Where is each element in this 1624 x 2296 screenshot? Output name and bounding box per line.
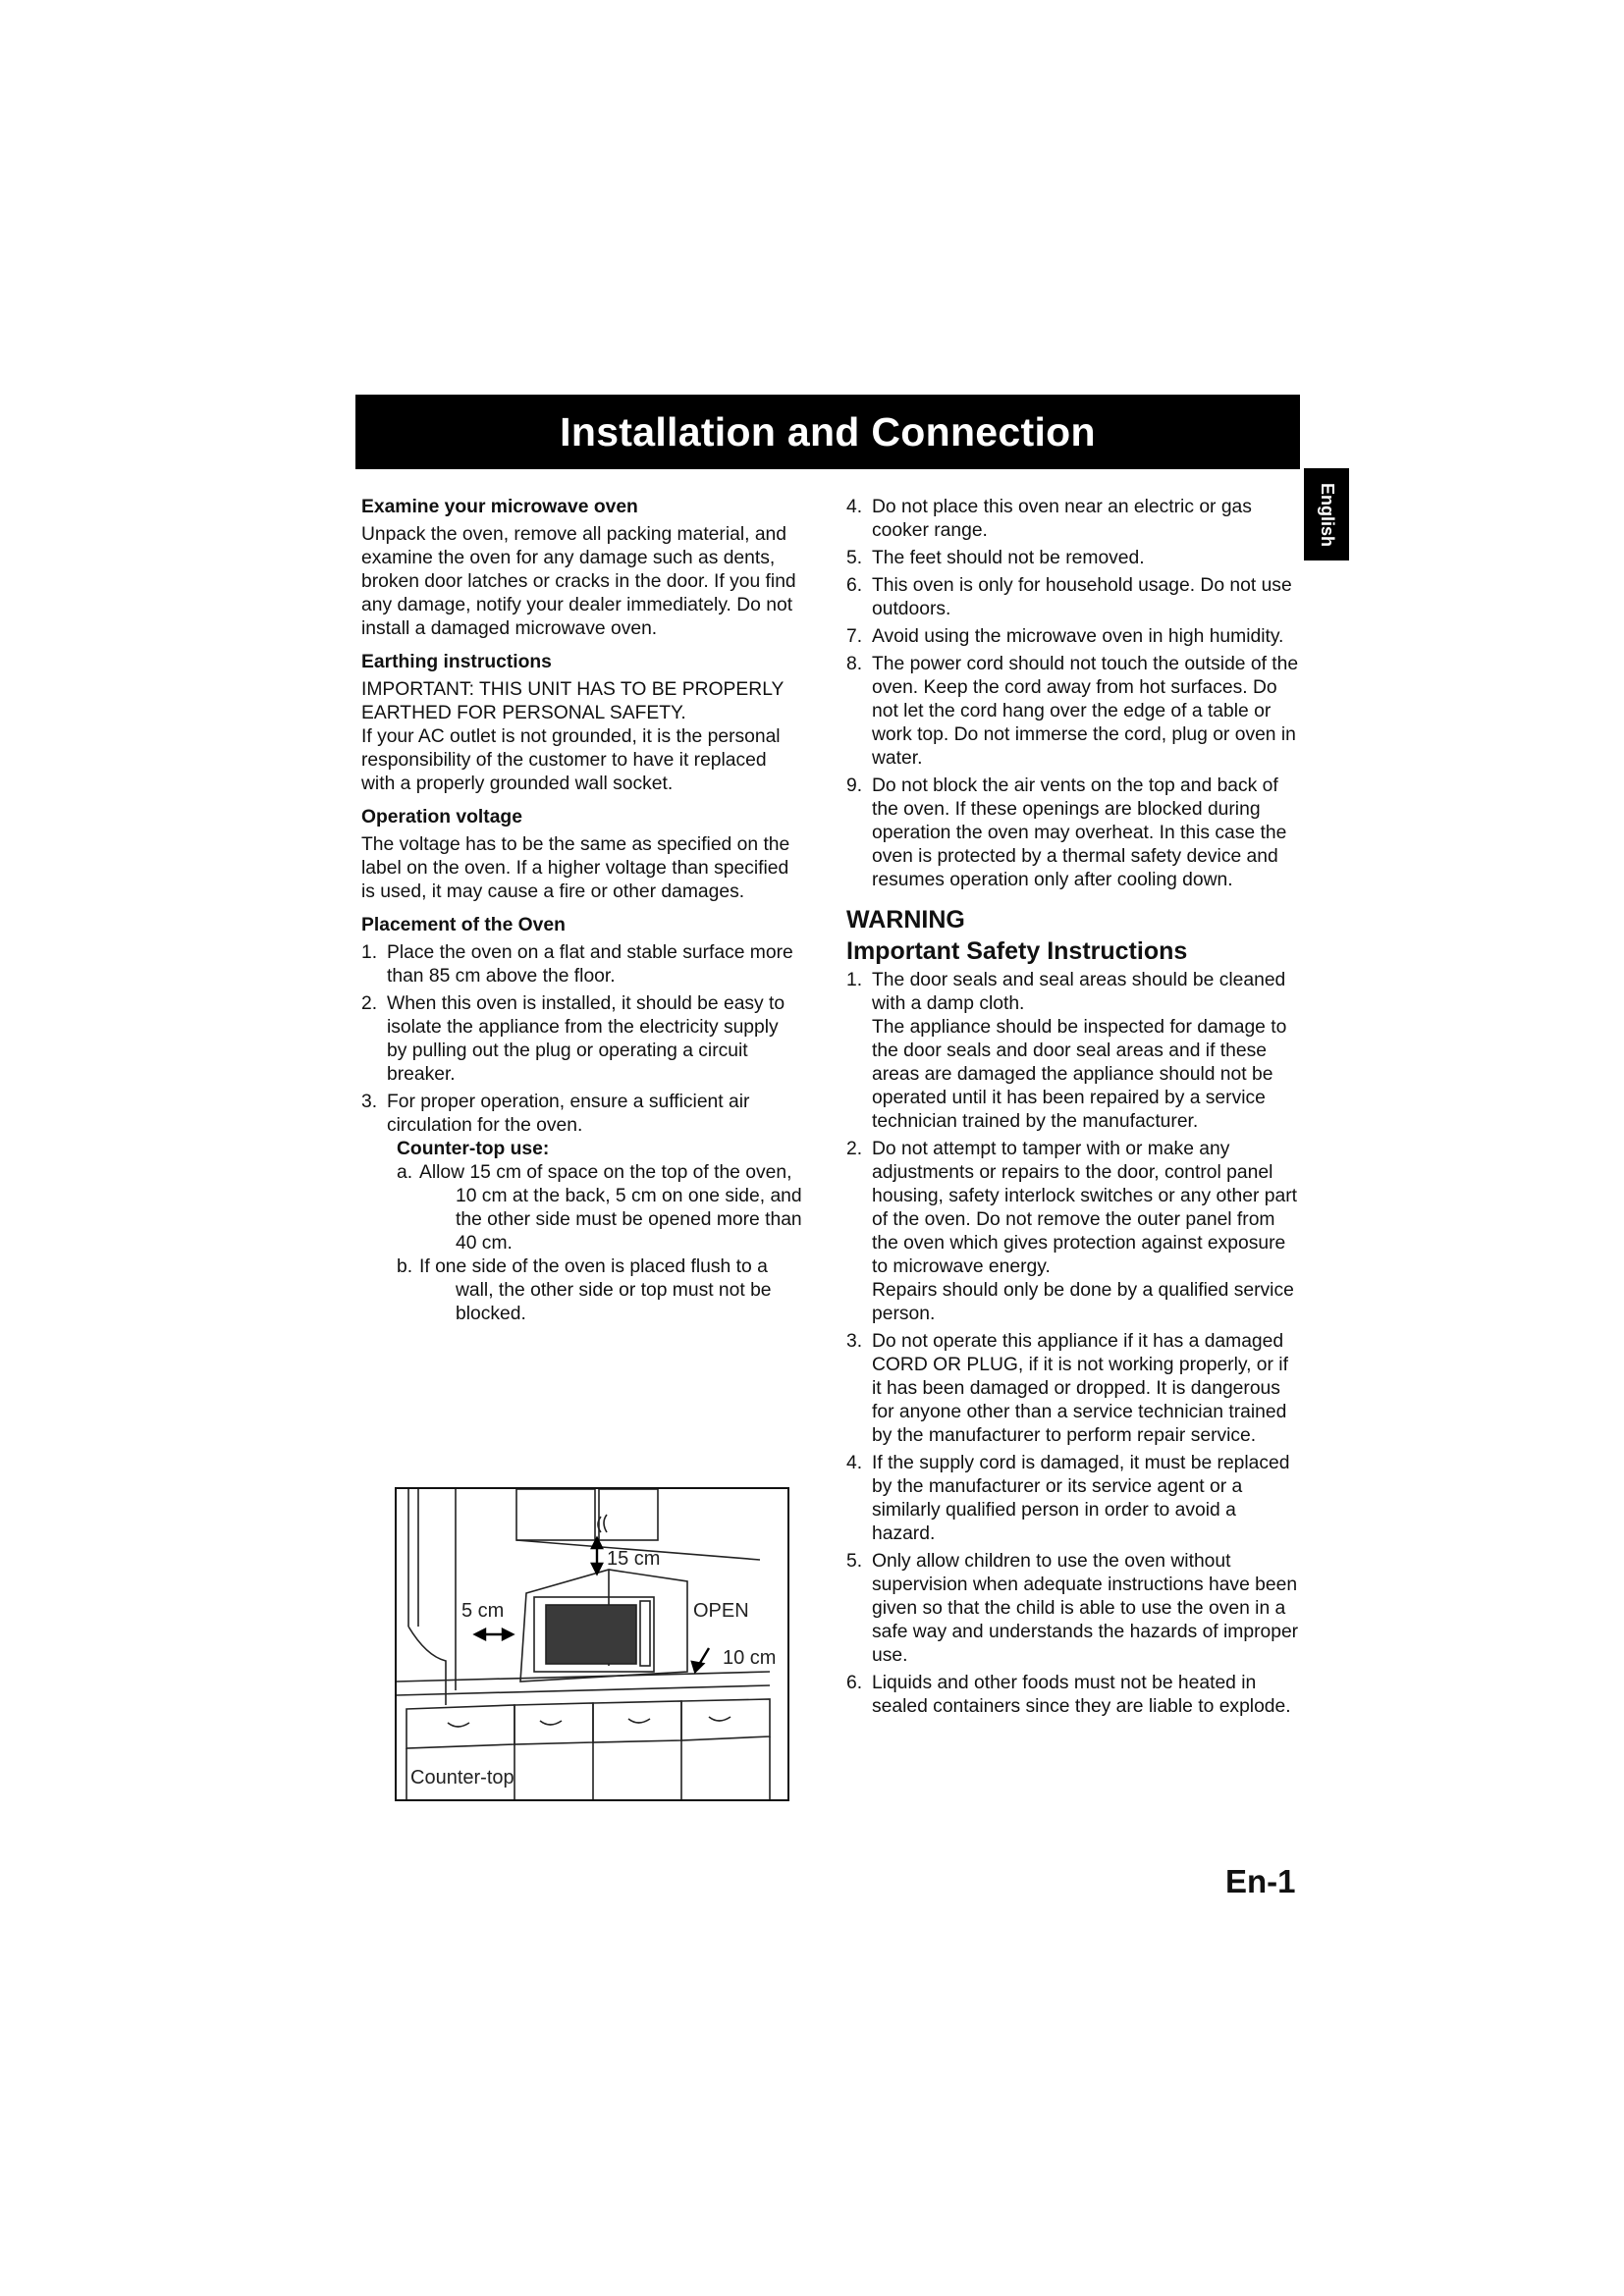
item-text: For proper operation, ensure a sufficient air circulation for the oven. <box>387 1092 750 1136</box>
back-clearance-label: 10 cm <box>723 1647 777 1669</box>
item-text: When this oven is installed, it should be easy to isolate the appliance from the electricity supply by pulling out the plug or operating a circuit breaker. <box>387 993 785 1085</box>
side-clearance-label: 5 cm <box>461 1600 505 1622</box>
right-column <box>846 496 1300 1723</box>
item-text: Avoid using the microwave oven in high humidity. <box>872 626 1284 647</box>
language-tab-label: English <box>1317 482 1337 547</box>
open-side-label: OPEN <box>693 1600 749 1622</box>
item-number: 9. <box>846 775 863 796</box>
item-number: 8. <box>846 654 863 674</box>
item-text: Liquids and other foods must not be heated in sealed containers since they are liable to explode. <box>872 1673 1291 1717</box>
item-extra-text: Repairs should only be done by a qualified service person. <box>872 1280 1294 1324</box>
page-number: En-1 <box>1225 1863 1296 1899</box>
earthing-heading: Earthing instructions <box>361 652 552 672</box>
list-item <box>361 941 803 988</box>
list-item <box>361 1091 803 1326</box>
item-text: If the supply cord is damaged, it must be replaced by the manufacturer or its service agent or a similarly qualified person in order to avoid a hazard. <box>872 1453 1290 1544</box>
item-number: 7. <box>846 626 863 647</box>
placement-section <box>361 914 803 1326</box>
countertop-heading: Counter-top use: <box>397 1139 550 1159</box>
earthing-section <box>361 651 803 796</box>
list-item <box>846 653 1300 771</box>
counter-top-label: Counter-top <box>410 1767 514 1789</box>
item-text: Place the oven on a flat and stable surface more than 85 cm above the floor. <box>387 942 793 987</box>
voltage-section <box>361 806 803 904</box>
list-item <box>846 969 1300 1134</box>
item-text: This oven is only for household usage. Do not use outdoors. <box>872 575 1292 619</box>
list-item <box>846 1672 1300 1719</box>
countertop-list <box>387 1161 803 1326</box>
item-text: The feet should not be removed. <box>872 548 1145 568</box>
item-letter: b. <box>397 1256 413 1277</box>
item-text: The power cord should not touch the outside of the oven. Keep the cord away from hot surfaces. Do not let the cord hang over the edge of a table or work top. Do not immerse the cord, plug or oven in water. <box>872 654 1299 769</box>
top-clearance-label: 15 cm <box>607 1548 661 1570</box>
list-item <box>846 574 1300 621</box>
list-item <box>846 1452 1300 1546</box>
item-number: 2. <box>361 993 378 1014</box>
page-title: Installation and Connection <box>355 395 1300 469</box>
list-item <box>846 1550 1300 1668</box>
item-text: If one side of the oven is placed flush to a wall, the other side or top must not be blocked. <box>419 1256 772 1324</box>
item-number: 4. <box>846 1453 863 1473</box>
item-number: 6. <box>846 575 863 596</box>
item-number: 5. <box>846 548 863 568</box>
item-text: Do not place this oven near an electric or gas cooker range. <box>872 497 1252 541</box>
earthing-important: IMPORTANT: THIS UNIT HAS TO BE PROPERLY EARTHED FOR PERSONAL SAFETY. <box>361 679 785 723</box>
left-column <box>361 496 803 1336</box>
item-text: Allow 15 cm of space on the top of the oven, 10 cm at the back, 5 cm on one side, and the other side must be opened more than 40 cm. <box>419 1162 802 1254</box>
item-text: Do not block the air vents on the top and back of the oven. If these openings are blocked during operation the oven may overheat. In this case the oven is protected by a thermal safety device and resumes operation only after cooling down. <box>872 775 1287 890</box>
item-text: Do not attempt to tamper with or make any adjustments or repairs to the door, control panel housing, safety interlock switches or any other part of the oven. Do not remove the outer panel from the oven which gives protection against exposure to microwave energy. <box>872 1139 1297 1277</box>
list-item <box>846 625 1300 649</box>
item-number: 4. <box>846 497 863 517</box>
item-extra-text: The appliance should be inspected for damage to the door seals and door seal areas and if these areas are damaged the appliance should not be operated until it has been repaired by a service technician trained by the manufacturer. <box>872 1017 1287 1132</box>
item-number: 1. <box>361 942 378 963</box>
safety-instructions-heading: Important Safety Instructions <box>846 937 1188 965</box>
oven-clearance-figure <box>395 1487 789 1801</box>
list-item <box>397 1255 803 1326</box>
list-item <box>397 1161 803 1255</box>
list-item <box>846 547 1300 570</box>
item-number: 3. <box>846 1331 863 1352</box>
earthing-body: If your AC outlet is not grounded, it is the personal responsibility of the customer to have it replaced with a properly grounded wall socket. <box>361 726 781 794</box>
list-item <box>846 496 1300 543</box>
installation-list-continued <box>846 496 1300 892</box>
list-item <box>846 774 1300 892</box>
safety-list <box>846 969 1300 1719</box>
warning-heading: WARNING <box>846 906 965 934</box>
voltage-body: The voltage has to be the same as specified on the label on the oven. If a higher voltage than specified is used, it may cause a fire or other damages. <box>361 834 790 902</box>
item-text: Only allow children to use the oven without supervision when adequate instructions have been given so that the child is able to use the oven in a safe way and understands the hazards of improper use. <box>872 1551 1299 1666</box>
list-item <box>846 1138 1300 1326</box>
item-number: 1. <box>846 970 863 990</box>
item-number: 5. <box>846 1551 863 1572</box>
item-text: Do not operate this appliance if it has a damaged CORD OR PLUG, if it is not working properly, or if it has been damaged or dropped. It is dangerous for anyone other than a service technician trained by the manufacturer to perform repair service. <box>872 1331 1288 1446</box>
examine-body: Unpack the oven, remove all packing material, and examine the oven for any damage such as dents, broken door latches or cracks in the door. If you find any damage, notify your dealer immediately. Do not install a damaged microwave oven. <box>361 524 796 639</box>
list-item <box>361 992 803 1087</box>
item-number: 3. <box>361 1092 378 1112</box>
examine-heading: Examine your microwave oven <box>361 497 638 517</box>
examine-section <box>361 496 803 641</box>
placement-heading: Placement of the Oven <box>361 915 566 935</box>
language-tab <box>1304 468 1349 561</box>
item-text: The door seals and seal areas should be cleaned with a damp cloth. <box>872 970 1286 1014</box>
item-letter: a. <box>397 1162 413 1183</box>
list-item <box>846 1330 1300 1448</box>
oven-clearance-illustration <box>397 1489 787 1799</box>
placement-list <box>361 941 803 1326</box>
item-number: 6. <box>846 1673 863 1693</box>
item-number: 2. <box>846 1139 863 1159</box>
voltage-heading: Operation voltage <box>361 807 522 828</box>
